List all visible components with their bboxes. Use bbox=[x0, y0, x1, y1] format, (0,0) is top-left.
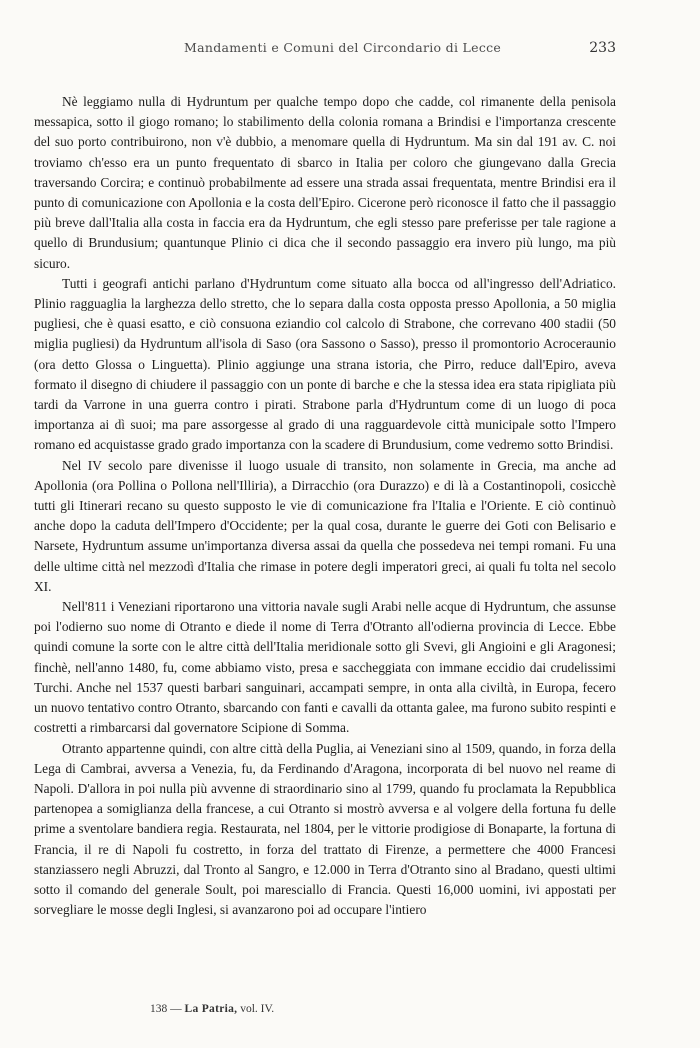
paragraph: Tutti i geografi antichi parlano d'Hydruntum come situato alla bocca od all'ingresso dell'Adriatico. Plinio ragguaglia la larghezza dello stretto, che lo separa dalla costa opposta presso Apollonia, a 50 miglia pugliesi, che è quasi esatto, e ciò consuona eziandio col calcolo di Strabone, che correvano 400 stadii (50 miglia pugliesi) da Hydruntum all'isola di Saso (ora Sassono o Sasso), presso il promontorio Acroceraunio (ora detto Glossa o Linguetta). Plinio aggiunge una strana istoria, che Pirro, reduce dall'Epiro, aveva formato il disegno di chiudere il passaggio con un ponte di barche e che la stessa idea era stata ripigliata più tardi da Varrone in una guerra contro i pirati. Strabone parla d'Hydruntum come di un luogo di poca importanza ai dì suoi; ma pare assorgesse al grado di una ragguardevole città municipale sotto l'Impero romano ed acquistasse grado grado importanza con la scadere di Brundusium, come vedremo sotto Brindisi. bbox=[34, 275, 616, 453]
paragraph: Nè leggiamo nulla di Hydruntum per qualche tempo dopo che cadde, col rimanente della penisola messapica, sotto il giogo romano; lo stabilimento della colonia romana a Brindisi e l'importanza crescente del suo porto contribuirono, non v'è dubbio, a menomare quella di Hydruntum. Ma sin dal 191 av. C. noi troviamo ch'esso era un punto frequentato di sbarco in Italia per coloro che giungevano dalla Grecia traversando Corcira; e continuò probabilmente ad essere una strada assai frequentata, mentre Brindisi era il punto di comunicazione con Apollonia e la costa dell'Epiro. Cicerone però riconosce il fatto che il passaggio più breve dall'Italia alla costa in faccia era da Hydruntum, che egli stesso pare preferisse per tale ragione a quello di Brundusium; quantunque Plinio ci dica che il secondo passaggio era invero più lungo, ma più sicuro. bbox=[34, 94, 616, 271]
signature-number: 138 — bbox=[150, 1003, 182, 1015]
body-text bbox=[34, 92, 616, 920]
paragraph: Nel IV secolo pare divenisse il luogo usuale di transito, non solamente in Grecia, ma anche ad Apollonia (ora Pollina o Pollona nell'Illiria), a Dirracchio (ora Durazzo) e di là a Costantinopoli, cosicchè tutti gli Itinerari recano su questo supposto le vie di comunicazione fra l'Italia e l'Oriente. E ciò continuò anche dopo la caduta dell'Impero d'Occidente; per la qual cosa, durante le guerre dei Goti con Belisario e Narsete, Hydruntum assume un'importanza diversa assai da quella che possedeva nei tempi romani. Fu una delle ultime città nel mezzodì d'Italia che rimase in potere degli imperatori greci, ai quali fu tolta nel secolo XI. bbox=[34, 457, 616, 594]
footer-signature bbox=[150, 1003, 274, 1015]
page-number: 233 bbox=[589, 40, 616, 56]
publication-title: La Patria, bbox=[184, 1003, 238, 1015]
paragraph: Nell'811 i Veneziani riportarono una vittoria navale sugli Arabi nelle acque di Hydruntum, che assunse poi l'odierno suo nome di Otranto e diede il nome di Terra d'Otranto all'odierna provincia di Lecce. Ebbe quindi comune la sorte con le altre città dell'Italia meridionale sotto gli Svevi, gli Angioini e gli Aragonesi; finchè, nell'anno 1480, fu, come abbiamo visto, presa e saccheggiata con immane eccidio dai crudelissimi Turchi. Anche nel 1537 questi barbari sanguinari, accampati sempre, in onta alla civiltà, in Europa, fecero un nuovo tentativo contro Otranto, sbarcando con fanti e cavalli da ottanta galee, ma furono subito respinti e costretti a rimbarcarsi dal governatore Scipione di Somma. bbox=[34, 599, 616, 736]
volume-label: vol. IV. bbox=[240, 1003, 275, 1015]
running-head-title: Mandamenti e Comuni del Circondario di Lecce bbox=[184, 40, 502, 55]
paragraph: Otranto appartenne quindi, con altre città della Puglia, ai Veneziani sino al 1509, quando, in forza della Lega di Cambrai, avversa a Venezia, fu, da Ferdinando d'Aragona, incorporata di bel nuovo nel reame di Napoli. D'allora in poi nulla più avvenne di straordinario sino al 1799, quando fu proclamata la Repubblica partenopea a somiglianza della francese, a cui Otranto si mostrò avversa e al volgere della fortuna fu delle prime a sventolare bandiera regia. Restaurata, nel 1804, per le vittorie prodigiose di Bonaparte, la fortuna di Francia, il re di Napoli fu costretto, in forza del trattato di Firenze, a permettere che 4000 Francesi stanziassero negli Abruzzi, dal Tronto al Sangro, e 12.000 in Terra d'Otranto sino al Bradano, questi ultimi sotto il comando del generale Soult, poi maresciallo di Francia. Questi 16,000 uomini, ivi appostati per sorvegliare le mosse degli Inglesi, si avanzarono poi ad occupare l'intiero bbox=[34, 740, 616, 918]
